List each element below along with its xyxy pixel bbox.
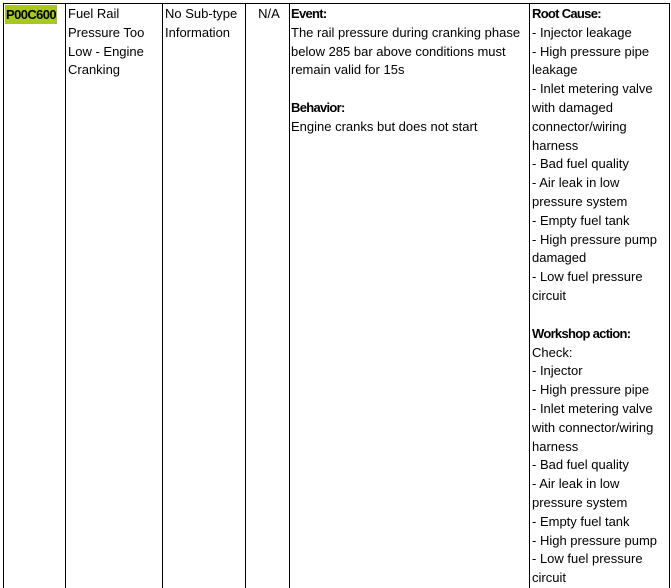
workshop-action-heading: Workshop action: [532, 325, 631, 341]
column-divider [289, 3, 290, 588]
list-item: - Air leak in low pressure system [532, 175, 628, 209]
column-divider [245, 3, 246, 588]
na-value: N/A [258, 6, 280, 21]
table-top-border [3, 3, 670, 4]
fault-description: Fuel Rail Pressure Too Low - Engine Cranking [68, 6, 145, 78]
list-item: - Bad fuel quality [532, 156, 629, 172]
list-item: - High pressure pump damaged [532, 231, 657, 266]
subtype-information: No Sub-type Information [165, 6, 238, 40]
list-item: - Injector [532, 363, 583, 379]
list-item: - Empty fuel tank [532, 212, 630, 228]
workshop-check-label: Check: [532, 344, 573, 360]
root-cause-column [532, 5, 669, 588]
column-divider [162, 3, 163, 588]
event-heading: Event: [291, 6, 327, 21]
list-item: - Empty fuel tank [532, 513, 630, 529]
column-divider [65, 3, 66, 588]
list-item: - Low fuel pressure circuit [532, 269, 643, 303]
list-item: - Inlet metering valve with damaged connector/wiring harness [532, 81, 653, 153]
fault-code: P00C600 [6, 7, 57, 22]
behavior-text: Engine cranks but does not start [291, 118, 478, 134]
list-item: - High pressure pump [532, 532, 657, 548]
list-item: - Low fuel pressure circuit [532, 551, 643, 586]
event-column [291, 5, 531, 137]
list-item: - High pressure pipe leakage [532, 43, 650, 78]
column-divider [3, 3, 4, 588]
list-item: - Air leak in low pressure system [532, 476, 628, 510]
event-text: The rail pressure during cranking phase below 285 bar above conditions must remain valid for 15s [291, 24, 521, 78]
behavior-heading: Behavior: [291, 100, 345, 116]
list-item: - Bad fuel quality [532, 457, 629, 473]
list-item: - High pressure pipe [532, 382, 650, 398]
list-item: - Injector leakage [532, 24, 632, 40]
root-cause-heading: Root Cause: [532, 6, 601, 21]
list-item: - Inlet metering valve with connector/wiring harness [532, 400, 654, 454]
column-divider [669, 3, 670, 588]
